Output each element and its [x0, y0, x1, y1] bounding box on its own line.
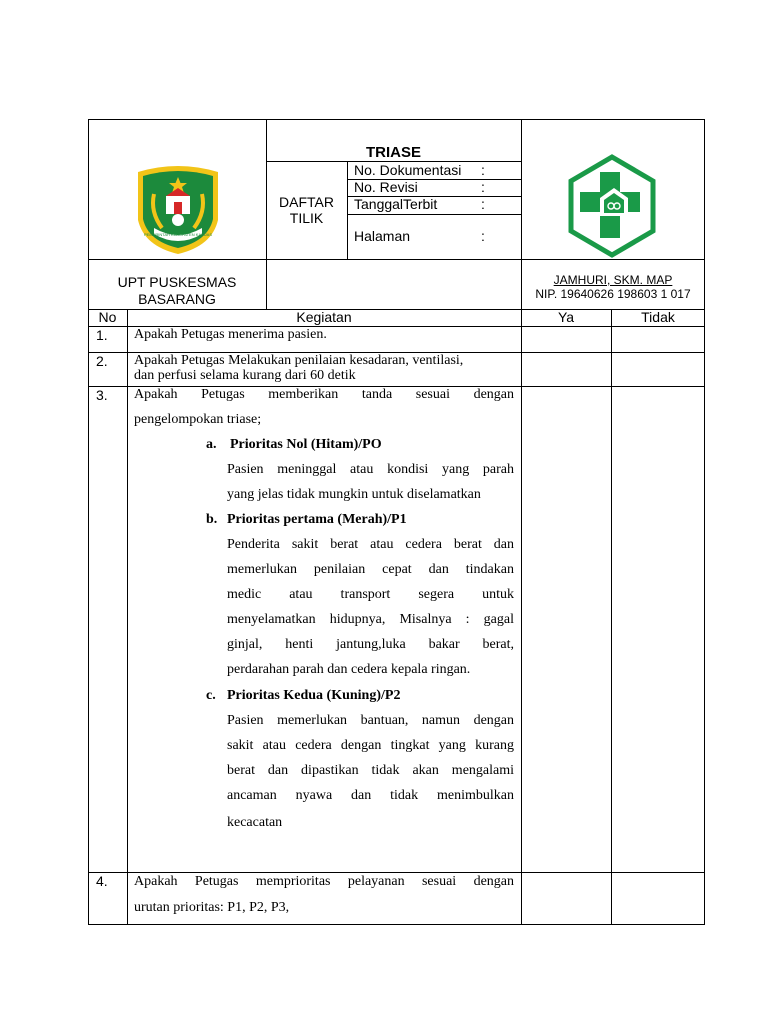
regional-emblem-logo: [132, 162, 224, 256]
priority-description: sakit atau cedera dengan tingkat yang kurang: [227, 738, 514, 753]
priority-description: perdarahan parah dan cedera kepala ringan.: [227, 662, 471, 677]
row-number: 4.: [96, 873, 108, 889]
meta-sep: :: [481, 179, 485, 195]
priority-title: Prioritas pertama (Merah)/P1: [227, 512, 407, 527]
priority-description: memerlukan penilaian cepat dan tindakan: [227, 562, 514, 577]
meta-label-halaman: Halaman: [354, 228, 411, 244]
priority-description: ginjal, henti jantung,luka bakar berat,: [227, 637, 514, 652]
row-activity-text: urutan prioritas: P1, P2, P3,: [134, 900, 290, 915]
meta-divider: [347, 161, 348, 259]
meta-sep: :: [481, 162, 485, 178]
document-title: TRIASE: [365, 144, 421, 161]
priority-description: Pasien meninggal atau kondisi yang parah: [227, 462, 514, 477]
org-name-line1: UPT PUSKESMAS: [117, 274, 237, 290]
signer-name: JAMHURI, SKM. MAP: [553, 273, 673, 287]
puskesmas-logo: [568, 154, 656, 258]
priority-title: Prioritas Nol (Hitam)/PO: [230, 437, 382, 452]
org-name-line2: BASARANG: [138, 291, 216, 307]
priority-marker: c.: [206, 688, 216, 703]
meta-sep: :: [481, 196, 485, 212]
priority-marker: b.: [206, 512, 218, 527]
emblem-motto: PEMERINTAH KABUPATEN KAPUAS: [143, 232, 213, 237]
meta-sep: :: [481, 228, 485, 244]
doc-type-line1: DAFTAR: [279, 194, 334, 210]
row-activity-text: Apakah Petugas memberikan tanda sesuai dengan: [134, 387, 514, 402]
doc-type-line2: TILIK: [289, 210, 324, 226]
row-number: 1.: [96, 327, 108, 343]
priority-title: Prioritas Kedua (Kuning)/P2: [227, 688, 401, 703]
priority-description: yang jelas tidak mungkin untuk diselamatkan: [227, 487, 481, 502]
priority-description: berat dan dipastikan tidak akan mengalami: [227, 763, 514, 778]
priority-description: Penderita sakit berat atau cedera berat dan: [227, 537, 514, 552]
column-divider: [521, 309, 522, 925]
row-activity-text: Apakah Petugas memprioritas pelayanan sesuai dengan: [134, 874, 514, 889]
column-header-tidak: Tidak: [641, 309, 675, 325]
meta-row-line: [347, 214, 521, 215]
row-activity-text: Apakah Petugas menerima pasien.: [134, 327, 327, 342]
row-activity-text: dan perfusi selama kurang dari 60 detik: [134, 368, 356, 383]
column-header-no: No: [98, 309, 117, 325]
priority-description: kecacatan: [227, 815, 283, 830]
row-number: 3.: [96, 387, 108, 403]
column-header-kegiatan: Kegiatan: [296, 309, 352, 325]
column-divider: [127, 309, 128, 925]
priority-description: Pasien memerlukan bantuan, namun dengan: [227, 713, 514, 728]
signer-nip: NIP. 19640626 198603 1 017: [535, 287, 691, 301]
column-header-ya: Ya: [557, 309, 575, 325]
priority-description: medic atau transport segera untuk: [227, 587, 514, 602]
priority-description: ancaman nyawa dan tidak menimbulkan: [227, 788, 514, 803]
meta-label-tanggal: TanggalTerbit: [354, 196, 438, 212]
row-activity-text: Apakah Petugas Melakukan penilaian kesadaran, ventilasi,: [134, 353, 464, 368]
priority-description: menyelamatkan hidupnya, Misalnya : gagal: [227, 612, 514, 627]
row-number: 2.: [96, 353, 108, 369]
meta-label-dokumentasi: No. Dokumentasi: [354, 162, 462, 178]
column-divider: [611, 309, 612, 925]
table-row-line: [88, 872, 705, 873]
row-activity-text: pengelompokan triase;: [134, 412, 262, 427]
meta-label-revisi: No. Revisi: [354, 179, 418, 195]
header-row-line: [88, 259, 705, 260]
priority-marker: a.: [206, 437, 217, 452]
